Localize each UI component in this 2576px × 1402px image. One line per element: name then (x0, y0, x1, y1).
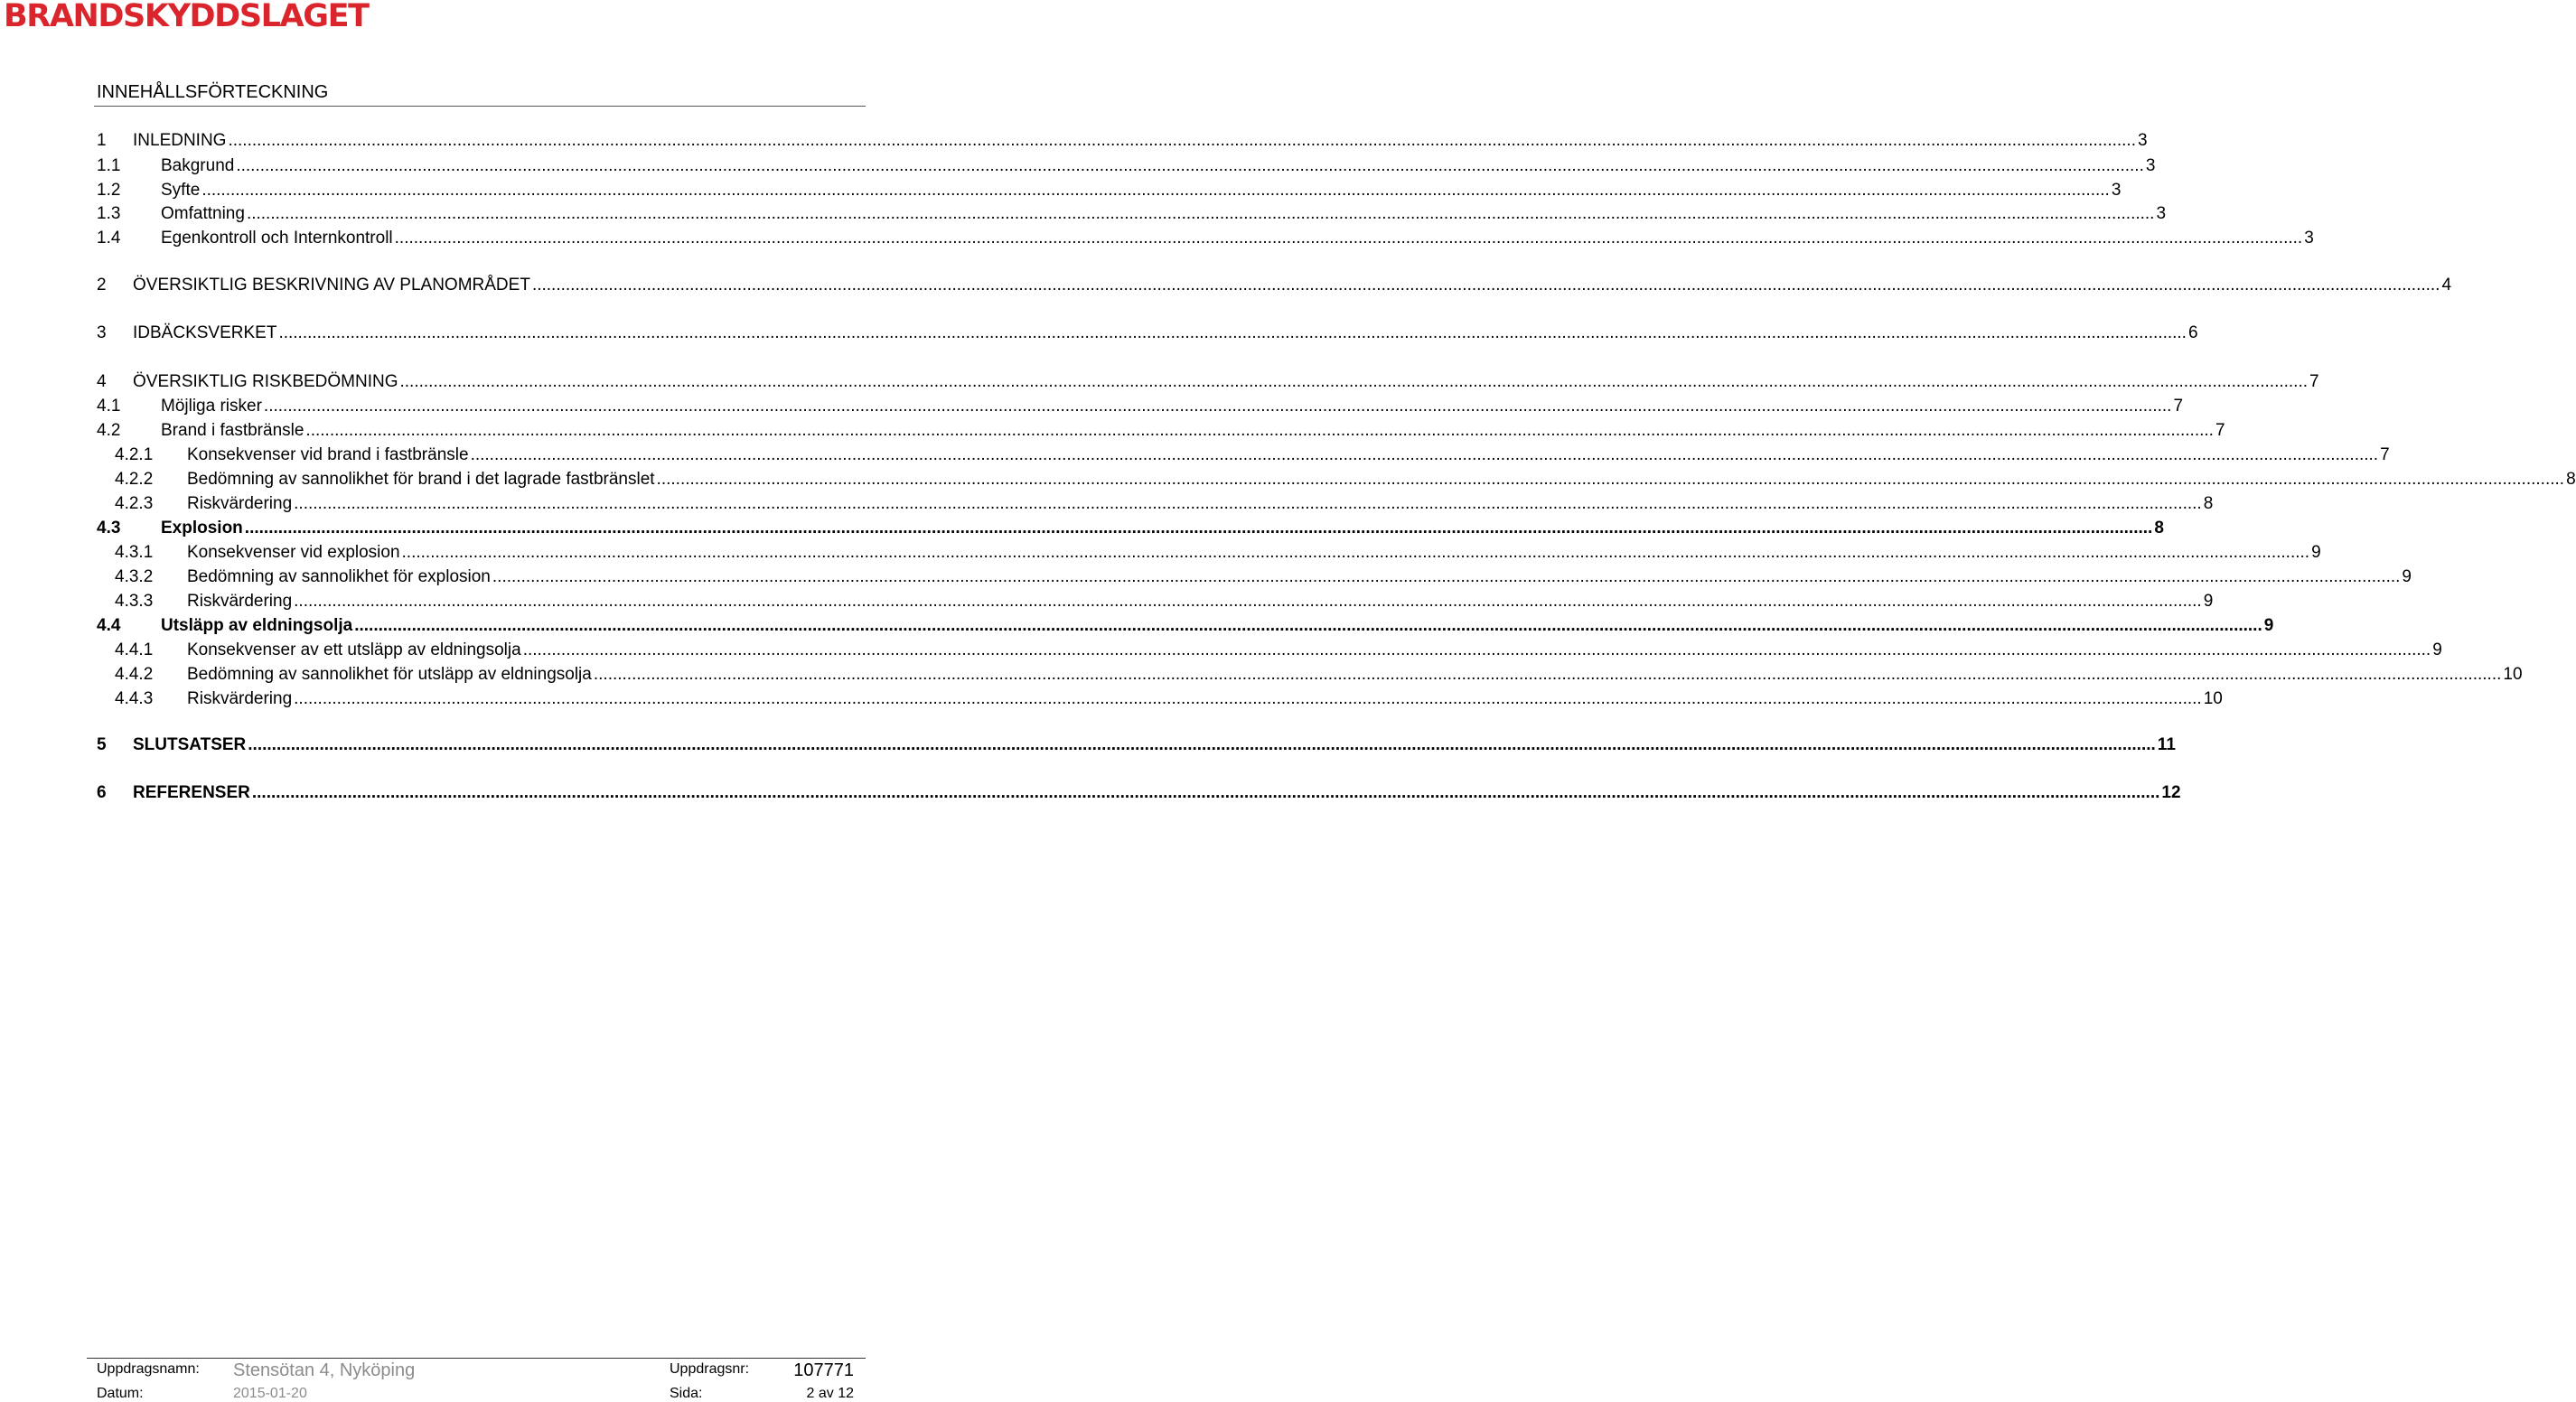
dot-leader: ................................................................................................................................................................................................................................................................................................................................................................................................................ (228, 131, 2136, 150)
dot-leader: ................................................................................................................................................................................................................................................................................................................................................................................................................ (248, 735, 2156, 754)
toc-entry-label: Konsekvenser av ett utsläpp av eldningsolja (187, 640, 521, 659)
toc-entry-page: 7 (2309, 372, 2319, 391)
toc-entry-page: 9 (2203, 592, 2214, 611)
toc-entry-3[interactable] (97, 323, 2198, 348)
toc-entry-label: Utsläpp av eldningsolja (161, 616, 353, 635)
toc-entry-4-4[interactable] (97, 616, 2274, 640)
toc-entry-label: Riskvärdering (187, 689, 293, 708)
toc-entry-page: 3 (2145, 156, 2156, 175)
toc-entry-4-4-1[interactable] (115, 640, 2442, 665)
toc-entry-number: 1.2 (97, 181, 121, 200)
dot-leader: ................................................................................................................................................................................................................................................................................................................................................................................................................ (492, 567, 2401, 586)
toc-entry-4-3[interactable] (97, 519, 2164, 543)
toc-entry-page: 12 (2161, 783, 2181, 802)
toc-entry-number: 4.4.2 (115, 665, 154, 684)
toc-entry-4-3-1[interactable] (115, 543, 2321, 567)
toc-entry-page: 9 (2432, 640, 2442, 659)
toc-entry-label: Bakgrund (161, 156, 235, 175)
toc-entry-label: Brand i fastbränsle (161, 421, 304, 440)
toc-entry-4-2-1[interactable] (115, 445, 2390, 470)
dot-leader: ................................................................................................................................................................................................................................................................................................................................................................................................................ (278, 323, 2187, 342)
assignment-number-value: 107771 (793, 1360, 854, 1380)
toc-entry-1-4[interactable] (97, 229, 2314, 253)
toc-entry-4[interactable] (97, 372, 2319, 397)
dot-leader: ................................................................................................................................................................................................................................................................................................................................................................................................................ (263, 397, 2172, 416)
footer-divider (87, 1358, 866, 1359)
dot-leader: ................................................................................................................................................................................................................................................................................................................................................................................................................ (294, 494, 2202, 513)
toc-entry-page: 8 (2566, 470, 2576, 489)
toc-entry-4-4-2[interactable] (115, 665, 2523, 689)
toc-entry-number: 2 (97, 276, 107, 294)
dot-leader: ................................................................................................................................................................................................................................................................................................................................................................................................................ (399, 372, 2309, 391)
toc-entry-4-3-3[interactable] (115, 592, 2214, 616)
toc-entry-4-2-3[interactable] (115, 494, 2214, 519)
toc-entry-page: 9 (2311, 543, 2321, 562)
toc-entry-number: 4 (97, 372, 107, 391)
toc-entry-page: 3 (2156, 204, 2167, 223)
toc-entry-number: 4.4 (97, 616, 121, 635)
toc-entry-number: 1 (97, 131, 107, 150)
toc-entry-number: 4.3.2 (115, 567, 154, 586)
toc-entry-label: Omfattning (161, 204, 245, 223)
toc-entry-label: Egenkontroll och Internkontroll (161, 229, 393, 248)
logo: BRANDSKYDDSLAGET (4, 0, 369, 34)
toc-entry-6[interactable] (97, 783, 2181, 808)
toc-entry-2[interactable] (97, 276, 2452, 300)
dot-leader: ................................................................................................................................................................................................................................................................................................................................................................................................................ (305, 421, 2214, 440)
toc-entry-page: 7 (2215, 421, 2225, 440)
dot-leader: ................................................................................................................................................................................................................................................................................................................................................................................................................ (656, 470, 2565, 489)
toc-entry-page: 3 (2111, 181, 2122, 200)
toc-entry-label: Syfte (161, 181, 201, 200)
toc-entry-label: ÖVERSIKTLIG BESKRIVNING AV PLANOMRÅDET (133, 276, 530, 294)
toc-entry-label: Bedömning av sannolikhet för explosion (187, 567, 491, 586)
dot-leader: ................................................................................................................................................................................................................................................................................................................................................................................................................ (236, 156, 2144, 175)
toc-entry-page: 10 (2203, 689, 2223, 708)
toc-entry-number: 4.3 (97, 519, 121, 537)
date-label: Datum: (97, 1386, 144, 1401)
toc-entry-4-2[interactable] (97, 421, 2225, 445)
toc-entry-page: 9 (2402, 567, 2412, 586)
toc-entry-page: 3 (2138, 131, 2148, 150)
toc-entry-page: 8 (2203, 494, 2214, 513)
toc-entry-number: 3 (97, 323, 107, 342)
toc-entry-1-3[interactable] (97, 204, 2167, 229)
toc-entry-number: 4.1 (97, 397, 121, 416)
toc-entry-1-2[interactable] (97, 181, 2122, 205)
toc-entry-number: 1.4 (97, 229, 121, 248)
toc-entry-page: 9 (2263, 616, 2274, 635)
assignment-number-label: Uppdragsnr: (670, 1361, 750, 1377)
toc-entry-number: 4.3.1 (115, 543, 154, 562)
toc-entry-page: 4 (2441, 276, 2452, 294)
toc-entry-label: Bedömning av sannolikhet för utsläpp av eldningsolja (187, 665, 592, 684)
toc-entry-number: 4.2.3 (115, 494, 154, 513)
page-value: 2 av 12 (806, 1386, 854, 1401)
toc-entry-page: 8 (2154, 519, 2164, 537)
toc-entry-label: REFERENSER (133, 783, 250, 802)
toc-entry-5[interactable] (97, 735, 2176, 760)
toc-entry-page: 3 (2304, 229, 2314, 248)
toc-entry-number: 1.1 (97, 156, 121, 175)
toc-entry-number: 4.2 (97, 421, 121, 440)
date-value: 2015-01-20 (233, 1386, 307, 1401)
toc-entry-1-1[interactable] (97, 156, 2156, 181)
dot-leader: ................................................................................................................................................................................................................................................................................................................................................................................................................ (394, 229, 2303, 248)
toc-entry-label: ÖVERSIKTLIG RISKBEDÖMNING (133, 372, 398, 391)
toc-entry-label: SLUTSATSER (133, 735, 247, 754)
dot-leader: ................................................................................................................................................................................................................................................................................................................................................................................................................ (470, 445, 2379, 464)
toc-entry-number: 6 (97, 783, 107, 802)
page-label: Sida: (670, 1386, 703, 1401)
toc-entry-page: 7 (2380, 445, 2390, 464)
toc-entry-number: 4.3.3 (115, 592, 154, 611)
toc-entry-number: 4.4.1 (115, 640, 154, 659)
toc-entry-number: 4.4.3 (115, 689, 154, 708)
toc-entry-number: 4.2.2 (115, 470, 154, 489)
toc-entry-page: 6 (2187, 323, 2198, 342)
toc-entry-page: 10 (2503, 665, 2523, 684)
dot-leader: ................................................................................................................................................................................................................................................................................................................................................................................................................ (354, 616, 2262, 635)
toc-title: INNEHÅLLSFÖRTECKNING (97, 82, 329, 102)
dot-leader: ................................................................................................................................................................................................................................................................................................................................................................................................................ (294, 689, 2202, 708)
dot-leader: ................................................................................................................................................................................................................................................................................................................................................................................................................ (531, 276, 2440, 294)
toc-entry-label: Konsekvenser vid brand i fastbränsle (187, 445, 469, 464)
toc-entry-label: Riskvärdering (187, 494, 293, 513)
assignment-name-label: Uppdragsnamn: (97, 1361, 200, 1377)
toc-entry-1[interactable] (97, 131, 2148, 155)
dot-leader: ................................................................................................................................................................................................................................................................................................................................................................................................................ (522, 640, 2431, 659)
toc-entry-4-4-3[interactable] (115, 689, 2223, 714)
toc-entry-4-2-2[interactable] (115, 470, 2576, 494)
toc-entry-label: Möjliga risker (161, 397, 262, 416)
title-divider (94, 106, 866, 107)
toc-entry-number: 4.2.1 (115, 445, 154, 464)
toc-entry-4-1[interactable] (97, 397, 2184, 421)
toc-entry-number: 1.3 (97, 204, 121, 223)
toc-entry-page: 11 (2157, 735, 2176, 754)
dot-leader: ................................................................................................................................................................................................................................................................................................................................................................................................................ (401, 543, 2310, 562)
assignment-name-value: Stensötan 4, Nyköping (233, 1360, 416, 1380)
dot-leader: ................................................................................................................................................................................................................................................................................................................................................................................................................ (244, 519, 2153, 537)
dot-leader: ................................................................................................................................................................................................................................................................................................................................................................................................................ (251, 783, 2160, 802)
toc-entry-label: INLEDNING (133, 131, 227, 150)
toc-entry-label: IDBÄCKSVERKET (133, 323, 277, 342)
dot-leader: ................................................................................................................................................................................................................................................................................................................................................................................................................ (246, 204, 2155, 223)
toc-entry-label: Konsekvenser vid explosion (187, 543, 400, 562)
toc-entry-4-3-2[interactable] (115, 567, 2412, 592)
dot-leader: ................................................................................................................................................................................................................................................................................................................................................................................................................ (294, 592, 2202, 611)
toc-entry-page: 7 (2173, 397, 2184, 416)
dot-leader: ................................................................................................................................................................................................................................................................................................................................................................................................................ (201, 181, 2110, 200)
dot-leader: ................................................................................................................................................................................................................................................................................................................................................................................................................ (593, 665, 2502, 684)
toc-entry-number: 5 (97, 735, 107, 754)
toc-entry-label: Explosion (161, 519, 243, 537)
toc-entry-label: Bedömning av sannolikhet för brand i det lagrade fastbränslet (187, 470, 655, 489)
toc-entry-label: Riskvärdering (187, 592, 293, 611)
